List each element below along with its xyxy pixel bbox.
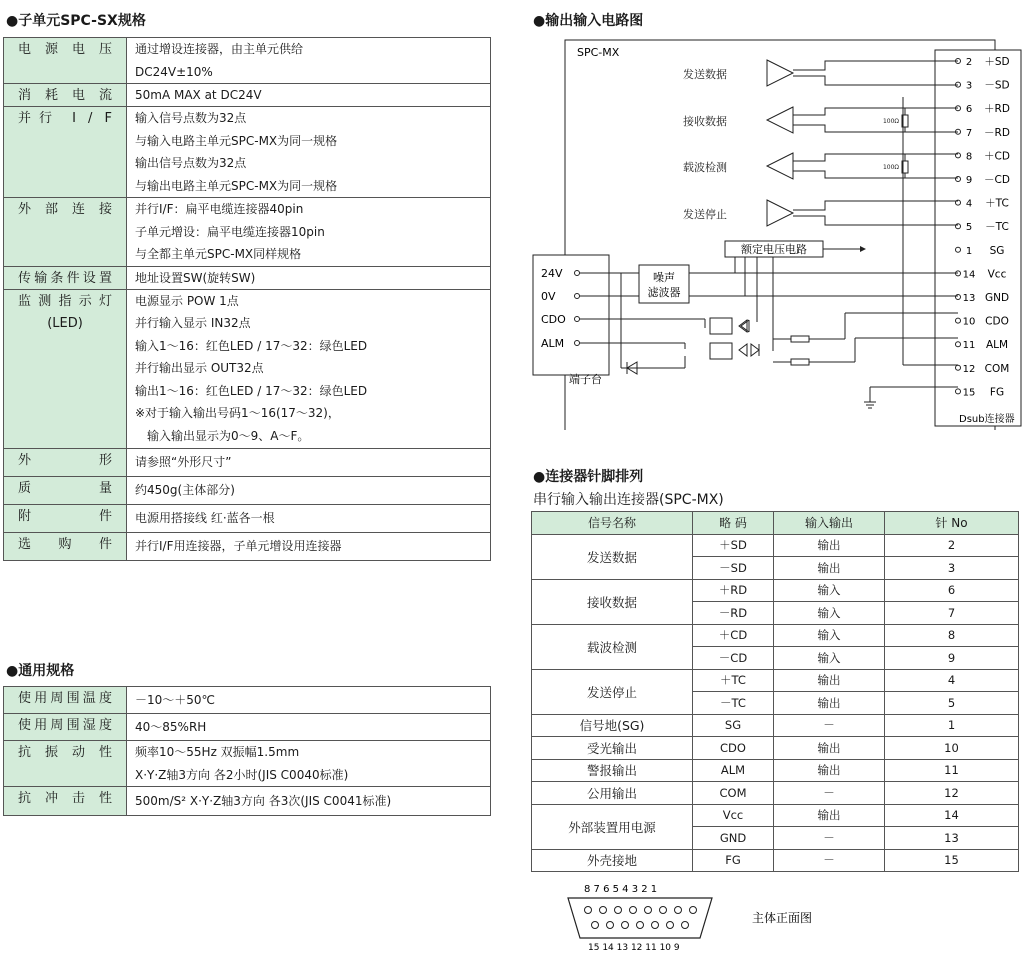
dsub-pin-number: 2 (965, 57, 973, 68)
pin-number: 2 (885, 534, 1019, 557)
dsub-pin-terminal (956, 247, 961, 252)
unit-spec-value-line: ※对于输入输出号码1～16(17～32)， (135, 406, 340, 421)
general-spec-title: ●通用规格 (6, 663, 75, 679)
unit-spec-table (3, 37, 491, 561)
pin-table-header-cell: 略 码 (693, 512, 774, 535)
pins-title: ●连接器针脚排列 (533, 469, 644, 485)
connector-pin-hole (592, 922, 599, 929)
signal-label: 接收数据 (683, 115, 727, 128)
table-row (532, 759, 1019, 782)
table-row (532, 624, 1019, 647)
unit-spec-value-cell (127, 198, 491, 267)
dsub-pin-terminal (956, 318, 961, 323)
unit-spec-value-cell (127, 532, 491, 560)
pin-signal-name: 受光输出 (532, 737, 693, 760)
pin-table-subtitle: 串行输入输出连接器(SPC-MX) (533, 492, 724, 508)
pin-direction: － (774, 827, 885, 850)
pin-number: 4 (885, 669, 1019, 692)
pin-direction: 输出 (774, 759, 885, 782)
pin-direction: 输入 (774, 624, 885, 647)
unit-spec-value-line: 与全都主单元SPC-MX同样规格 (135, 247, 302, 261)
unit-spec-label: 选购件 (18, 536, 112, 552)
general-spec-row (4, 741, 491, 787)
unit-spec-value-cell (127, 266, 491, 289)
general-spec-row (4, 687, 491, 714)
dsub-label: Dsub连接器 (959, 414, 1015, 425)
pin-direction: 输出 (774, 557, 885, 580)
unit-spec-label-cell (4, 107, 127, 198)
unit-spec-label-cell (4, 448, 127, 476)
unit-spec-value-line: 约450g(主体部分) (135, 482, 235, 497)
pin-number: 5 (885, 692, 1019, 715)
pin-code: －CD (693, 647, 774, 670)
unit-spec-value-line: 地址设置SW(旋转SW) (135, 270, 256, 285)
dsub-pin-signal: －TC (985, 221, 1009, 234)
unit-spec-value-cell (127, 84, 491, 107)
unit-spec-label-cell (4, 266, 127, 289)
pin-code: GND (693, 827, 774, 850)
signal-label: 发送停止 (683, 208, 727, 221)
terminal-point (575, 294, 580, 299)
unit-spec-value-cell (127, 448, 491, 476)
pin-code: ＋SD (693, 534, 774, 557)
pin-signal-name: 发送停止 (532, 669, 693, 714)
unit-spec-value-line: DC24V±10% (135, 64, 213, 79)
pin-direction: 输入 (774, 602, 885, 625)
terminal-label: ALM (541, 337, 565, 350)
pin-signal-name: 警报输出 (532, 759, 693, 782)
general-spec-value-line: X·Y·Z轴3方向 各2小时(JIS C0040标准) (135, 767, 349, 782)
pin-number: 7 (885, 602, 1019, 625)
dsub-pin-number: 5 (965, 222, 973, 234)
unit-spec-label-cell (4, 38, 127, 84)
pin-code: ＋TC (693, 669, 774, 692)
pin-number: 8 (885, 624, 1019, 647)
table-row (532, 782, 1019, 805)
pin-code: COM (693, 782, 774, 805)
terminal-label: CDO (541, 313, 566, 326)
unit-spec-row (4, 289, 491, 448)
resistor-label: 100Ω (882, 164, 899, 171)
general-spec-label-cell (4, 787, 127, 816)
connector-caption: 主体正面图 (752, 911, 813, 925)
pin-direction: 输入 (774, 647, 885, 670)
unit-spec-row (4, 504, 491, 532)
dsub-pin-number: 10 (962, 316, 976, 328)
unit-spec-row (4, 266, 491, 289)
connector-pin-hole (607, 922, 614, 929)
general-spec-label: 抗冲击性 (18, 791, 112, 806)
resistor-label: 100Ω (882, 118, 899, 125)
noise-filter-line2: 滤波器 (647, 286, 681, 299)
regulator-label: 额定电压电路 (741, 243, 807, 256)
dsub-pin-signal: ＋TC (985, 197, 1009, 210)
terminal-block-label: 端子台 (569, 373, 602, 386)
unit-spec-value-line: 50mA MAX at DC24V (135, 88, 262, 102)
unit-spec-row (4, 84, 491, 107)
table-row (532, 804, 1019, 827)
dsub-pin-terminal (956, 365, 961, 370)
table-row (532, 849, 1019, 872)
unit-spec-row (4, 198, 491, 267)
dsub-pin-terminal (956, 295, 961, 300)
dsub-pin-terminal (956, 389, 961, 394)
pin-signal-name: 发送数据 (532, 534, 693, 579)
unit-spec-row (4, 532, 491, 560)
dsub-pin-signal: －SD (984, 79, 1010, 92)
dsub-pin-number: 8 (965, 151, 973, 163)
pin-table-header-cell: 针 No (885, 512, 1019, 535)
dsub-pin-terminal (956, 224, 961, 229)
unit-spec-label: 监测指示灯 (18, 293, 112, 309)
noise-filter-line1: 噪声 (653, 271, 675, 284)
table-row (532, 534, 1019, 557)
unit-spec-label-cell (4, 84, 127, 107)
connector-top-numbers: 8 7 6 5 4 3 2 1 (584, 884, 658, 895)
unit-spec-value-cell (127, 289, 491, 448)
dsub-pin-terminal (956, 177, 961, 182)
unit-spec-label-cell (4, 476, 127, 504)
table-row (532, 579, 1019, 602)
dsub-pin-signal: ALM (985, 339, 1009, 352)
pin-table-header-cell: 输入输出 (774, 512, 885, 535)
unit-spec-value-line: 电源显示 POW 1点 (135, 293, 239, 308)
unit-spec-label-cell (4, 532, 127, 560)
unit-spec-value-cell (127, 107, 491, 198)
dsub-pin-signal: －RD (984, 126, 1010, 139)
unit-spec-value-line: 子单元增设：扁平电缆连接器10pin (135, 224, 325, 239)
connector-pin-hole (675, 907, 682, 914)
dsub-pin-signal: ＋CD (984, 150, 1010, 163)
pin-number: 15 (885, 849, 1019, 872)
signal-label: 载波检测 (683, 161, 727, 174)
table-row (532, 737, 1019, 760)
unit-spec-value-line: 与输入电路主单元SPC-MX为同一规格 (135, 133, 338, 148)
general-spec-row (4, 714, 491, 741)
connector-pin-hole (690, 907, 697, 914)
dsub-pin-number: 6 (965, 104, 973, 116)
pin-code: CDO (693, 737, 774, 760)
connector-pin-hole (585, 907, 592, 914)
connector-pin-hole (630, 907, 637, 914)
pin-signal-name: 外壳接地 (532, 849, 693, 872)
pin-table-header (532, 512, 1019, 535)
dsub-pin-signal: ＋SD (984, 56, 1010, 68)
unit-spec-value-cell (127, 504, 491, 532)
connector-pin-hole (682, 922, 689, 929)
pin-number: 6 (885, 579, 1019, 602)
pin-code: －SD (693, 557, 774, 580)
dsub-pin-number: 3 (965, 80, 973, 92)
general-spec-label: 抗振动性 (18, 745, 112, 760)
dsub-pin-signal: Vcc (987, 268, 1007, 281)
unit-spec-label: 质量 (18, 480, 112, 496)
terminal-point (575, 341, 580, 346)
unit-spec-value-line: 并行I/F：扁平电缆连接器40pin (135, 202, 304, 216)
general-spec-value-line: 频率10～55Hz 双振幅1.5mm (135, 745, 300, 759)
pin-direction: 输入 (774, 579, 885, 602)
unit-spec-label: 消耗电流 (18, 88, 112, 103)
connector-pin-hole (660, 907, 667, 914)
pin-direction: － (774, 782, 885, 805)
unit-spec-value-cell (127, 38, 491, 84)
connector-bottom-numbers: 15 14 13 12 11 10 9 (588, 943, 680, 953)
general-spec-label-cell (4, 687, 127, 714)
pin-direction: 输出 (774, 692, 885, 715)
unit-spec-value-line: 请参照“外形尺寸” (135, 454, 232, 469)
pin-table-header-cell: 信号名称 (532, 512, 693, 535)
dsub-pin-number: 14 (962, 269, 976, 281)
dsub-pin-number: 1 (965, 245, 973, 257)
unit-spec-label-sub: (LED) (47, 315, 83, 331)
unit-spec-value-line: 并行I/F用连接器，子单元增设用连接器 (135, 538, 342, 553)
signal-label: 发送数据 (683, 68, 727, 81)
connector-pin-hole (615, 907, 622, 914)
pin-signal-name: 公用输出 (532, 782, 693, 805)
connector-pin-hole (637, 922, 644, 929)
connector-pin-hole (600, 907, 607, 914)
unit-spec-value-line: 输出信号点数为32点 (135, 156, 247, 170)
unit-spec-value-line: 并行输入显示 IN32点 (135, 316, 251, 331)
pin-code: ＋CD (693, 624, 774, 647)
pin-direction: － (774, 849, 885, 872)
dsub-pin-number: 13 (962, 293, 976, 304)
unit-spec-value-cell (127, 476, 491, 504)
pin-direction: 输出 (774, 669, 885, 692)
pin-number: 3 (885, 557, 1019, 580)
unit-spec-row (4, 448, 491, 476)
general-spec-value-line: －10～＋50℃ (135, 693, 216, 707)
unit-spec-value-line: 并行输出显示 OUT32点 (135, 361, 264, 376)
unit-spec-row (4, 476, 491, 504)
unit-spec-value-line: 电源用搭接线 红·蓝各一根 (135, 510, 275, 525)
pin-direction: － (774, 714, 885, 737)
unit-spec-label: 传输条件设置 (18, 270, 112, 286)
unit-spec-value-line: 通过增设连接器，由主单元供给 (135, 42, 304, 56)
unit-spec-title: ●子单元SPC-SX规格 (6, 13, 146, 29)
pin-code: ＋RD (693, 579, 774, 602)
pin-direction: 输出 (774, 534, 885, 557)
pin-code: FG (693, 849, 774, 872)
pin-table (531, 511, 1019, 872)
dsub-pin-terminal (956, 342, 961, 347)
unit-spec-label-cell (4, 198, 127, 267)
terminal-label: 0V (541, 290, 556, 303)
unit-spec-value-line: 输入输出显示为0～9、A～F。 (135, 429, 310, 444)
pin-number: 1 (885, 714, 1019, 737)
pin-number: 9 (885, 647, 1019, 670)
general-spec-value-line: 40～85%RH (135, 720, 207, 734)
dsub-pin-number: 4 (965, 198, 973, 210)
unit-spec-label-cell (4, 504, 127, 532)
pin-code: Vcc (693, 804, 774, 827)
connector-pin-hole (667, 922, 674, 929)
dsub-pin-number: 15 (962, 387, 976, 399)
pin-signal-name: 接收数据 (532, 579, 693, 624)
pin-signal-name: 信号地(SG) (532, 714, 693, 737)
pin-number: 12 (885, 782, 1019, 805)
general-spec-value-cell (127, 714, 491, 741)
pin-number: 10 (885, 737, 1019, 760)
unit-spec-row (4, 38, 491, 84)
pin-code: －TC (693, 692, 774, 715)
pin-signal-name: 外部装置用电源 (532, 804, 693, 849)
terminal-label: 24V (541, 267, 563, 280)
dsub-pin-signal: CDO (985, 315, 1009, 328)
unit-spec-label: 外部连接 (18, 202, 112, 217)
connector-front-view (560, 880, 860, 960)
dsub-pin-number: 7 (965, 127, 973, 139)
general-spec-value-cell (127, 741, 491, 787)
pin-number: 13 (885, 827, 1019, 850)
pin-code: －RD (693, 602, 774, 625)
unit-spec-label: 电源电压 (18, 42, 112, 57)
dsub-pin-signal: －CD (984, 174, 1010, 186)
general-spec-value-cell (127, 687, 491, 714)
dsub-pin-signal: GND (984, 292, 1010, 304)
pin-signal-name: 载波检测 (532, 624, 693, 669)
general-spec-table (3, 686, 491, 816)
connector-pin-hole (622, 922, 629, 929)
unit-spec-label: 并行 I / F (18, 111, 112, 126)
unit-spec-value-line: 与输出电路主单元SPC-MX为同一规格 (135, 178, 338, 193)
connector-pin-hole (652, 922, 659, 929)
dsub-pin-number: 12 (962, 363, 976, 375)
pin-direction: 输出 (774, 804, 885, 827)
circuit-title: ●输出输入电路图 (533, 13, 644, 29)
pin-number: 11 (885, 759, 1019, 782)
table-row (532, 669, 1019, 692)
dsub-pin-signal: ＋RD (984, 103, 1010, 116)
general-spec-label: 使用周围温度 (18, 691, 112, 706)
general-spec-label-cell (4, 741, 127, 787)
dsub-pin-number: 11 (962, 340, 976, 352)
spc-mx-label: SPC-MX (577, 46, 620, 59)
pin-direction: 输出 (774, 737, 885, 760)
connector-pin-hole (645, 907, 652, 914)
general-spec-row (4, 787, 491, 816)
pin-code: SG (693, 714, 774, 737)
unit-spec-value-line: 输出1～16：红色LED / 17～32：绿色LED (135, 383, 368, 398)
unit-spec-value-line: 输入信号点数为32点 (135, 111, 247, 125)
unit-spec-row (4, 107, 491, 198)
dsub-pin-signal: COM (984, 362, 1010, 375)
unit-spec-label: 外形 (18, 452, 112, 468)
general-spec-label: 使用周围湿度 (18, 718, 112, 733)
general-spec-value-line: 500m/S² X·Y·Z轴3方向 各3次(JIS C0041标准) (135, 794, 392, 808)
unit-spec-label: 附件 (18, 508, 112, 524)
general-spec-label-cell (4, 714, 127, 741)
pin-number: 14 (885, 804, 1019, 827)
dsub-pin-signal: FG (989, 386, 1005, 399)
circuit-diagram (525, 30, 1022, 430)
dsub-pin-number: 9 (965, 175, 973, 186)
unit-spec-value-line: 输入1～16：红色LED / 17～32：绿色LED (135, 338, 368, 353)
unit-spec-label-cell (4, 289, 127, 448)
pin-code: ALM (693, 759, 774, 782)
general-spec-value-cell (127, 787, 491, 816)
dsub-pin-signal: SG (989, 244, 1005, 257)
table-row (532, 714, 1019, 737)
terminal-point (575, 271, 580, 276)
terminal-point (575, 317, 580, 322)
